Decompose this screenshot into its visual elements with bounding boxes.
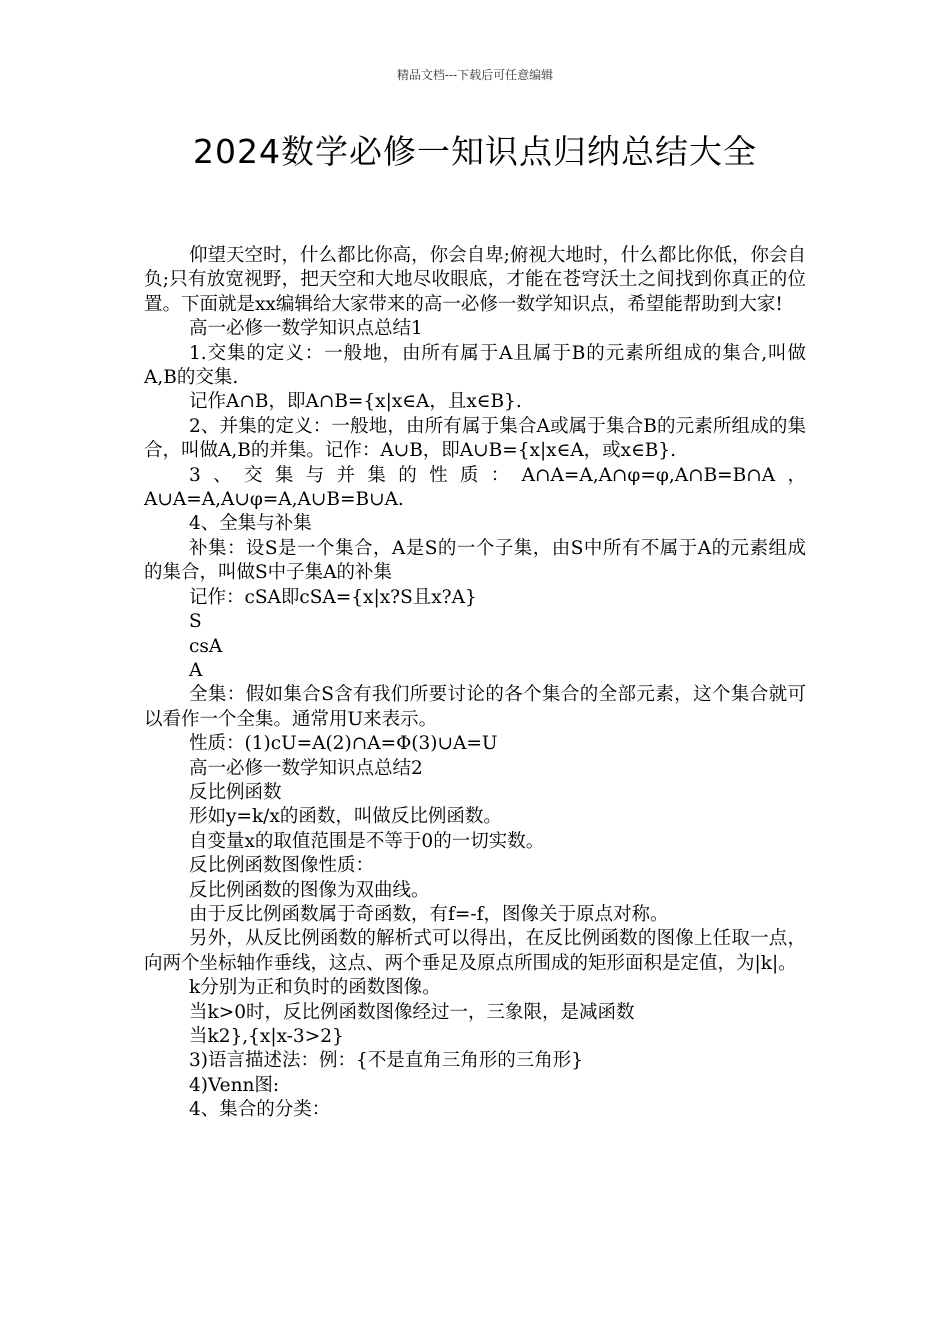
document-title: 2024数学必修一知识点归纳总结大全 bbox=[193, 132, 757, 171]
paragraph: 反比例函数图像性质： bbox=[189, 855, 375, 877]
paragraph: 由于反比例函数属于奇函数，有f=-f，图像关于原点对称。 bbox=[189, 903, 669, 925]
paragraph: 4、集合的分类： bbox=[189, 1099, 331, 1121]
paragraph: 当k>0时，反比例函数图像经过一，三象限，是减函数 bbox=[189, 1001, 635, 1023]
paragraph: 仰望天空时，什么都比你高，你会自卑;俯视大地时，什么都比你低，你会自负;只有放宽视野，把天空和大地尽收眼底，才能在苍穹沃土之间找到你真正的位置。下面就是xx编辑给大家带来的高一必修一数学知识点，希望能帮助到大家! bbox=[144, 245, 806, 315]
paragraph: S bbox=[189, 611, 202, 633]
paragraph: 反比例函数的图像为双曲线。 bbox=[189, 879, 430, 901]
paragraph: 性质：(1)cU=A(2)∩A=Φ(3)∪A=U bbox=[189, 733, 498, 755]
paragraph: 3、交集与并集的性质：A∩A=A,A∩φ=φ,A∩B=B∩A，A∪A=A,A∪φ=A,A∪B=B∪A. bbox=[144, 464, 806, 511]
paragraph: 全集：假如集合S含有我们所要讨论的各个集合的全部元素，这个集合就可以看作一个全集。通常用U来表示。 bbox=[144, 684, 806, 730]
document-body bbox=[144, 244, 806, 1123]
paragraph: 4、全集与补集 bbox=[189, 513, 312, 535]
paragraph: k分别为正和负时的函数图像。 bbox=[189, 977, 441, 999]
paragraph: 1.交集的定义：一般地，由所有属于A且属于B的元素所组成的集合,叫做A,B的交集. bbox=[144, 342, 806, 389]
paragraph: 当k2},{x|x-3>2} bbox=[189, 1026, 344, 1047]
paragraph: 形如y=k/x的函数，叫做反比例函数。 bbox=[189, 806, 502, 828]
paragraph: 记作：cSA即cSA={x|x?S且x?A} bbox=[189, 586, 477, 608]
paragraph: 4)Venn图: bbox=[189, 1074, 280, 1096]
paragraph: 另外，从反比例函数的解析式可以得出，在反比例函数的图像上任取一点，向两个坐标轴作垂线，这点、两个垂足及原点所围成的矩形面积是定值，为|k|。 bbox=[144, 928, 806, 974]
paragraph: A bbox=[189, 659, 203, 681]
header-note: 精品文档---下载后可任意编辑 bbox=[396, 68, 554, 82]
paragraph: 记作A∩B，即A∩B={x|x∈A，且x∈B}. bbox=[189, 391, 522, 413]
paragraph: csA bbox=[189, 635, 223, 657]
section-heading: 高一必修一数学知识点总结2 bbox=[189, 757, 423, 779]
section-heading: 高一必修一数学知识点总结1 bbox=[189, 318, 423, 340]
paragraph: 自变量x的取值范围是不等于0的一切实数。 bbox=[189, 830, 545, 852]
paragraph: 3)语言描述法：例：{不是直角三角形的三角形} bbox=[189, 1050, 584, 1072]
paragraph: 2、并集的定义：一般地，由所有属于集合A或属于集合B的元素所组成的集合，叫做A,B的并集。记作：A∪B，即A∪B={x|x∈A，或x∈B}. bbox=[144, 415, 806, 462]
paragraph: 反比例函数 bbox=[189, 781, 282, 803]
paragraph: 补集：设S是一个集合，A是S的一个子集，由S中所有不属于A的元素组成的集合，叫做S中子集A的补集 bbox=[144, 537, 806, 584]
